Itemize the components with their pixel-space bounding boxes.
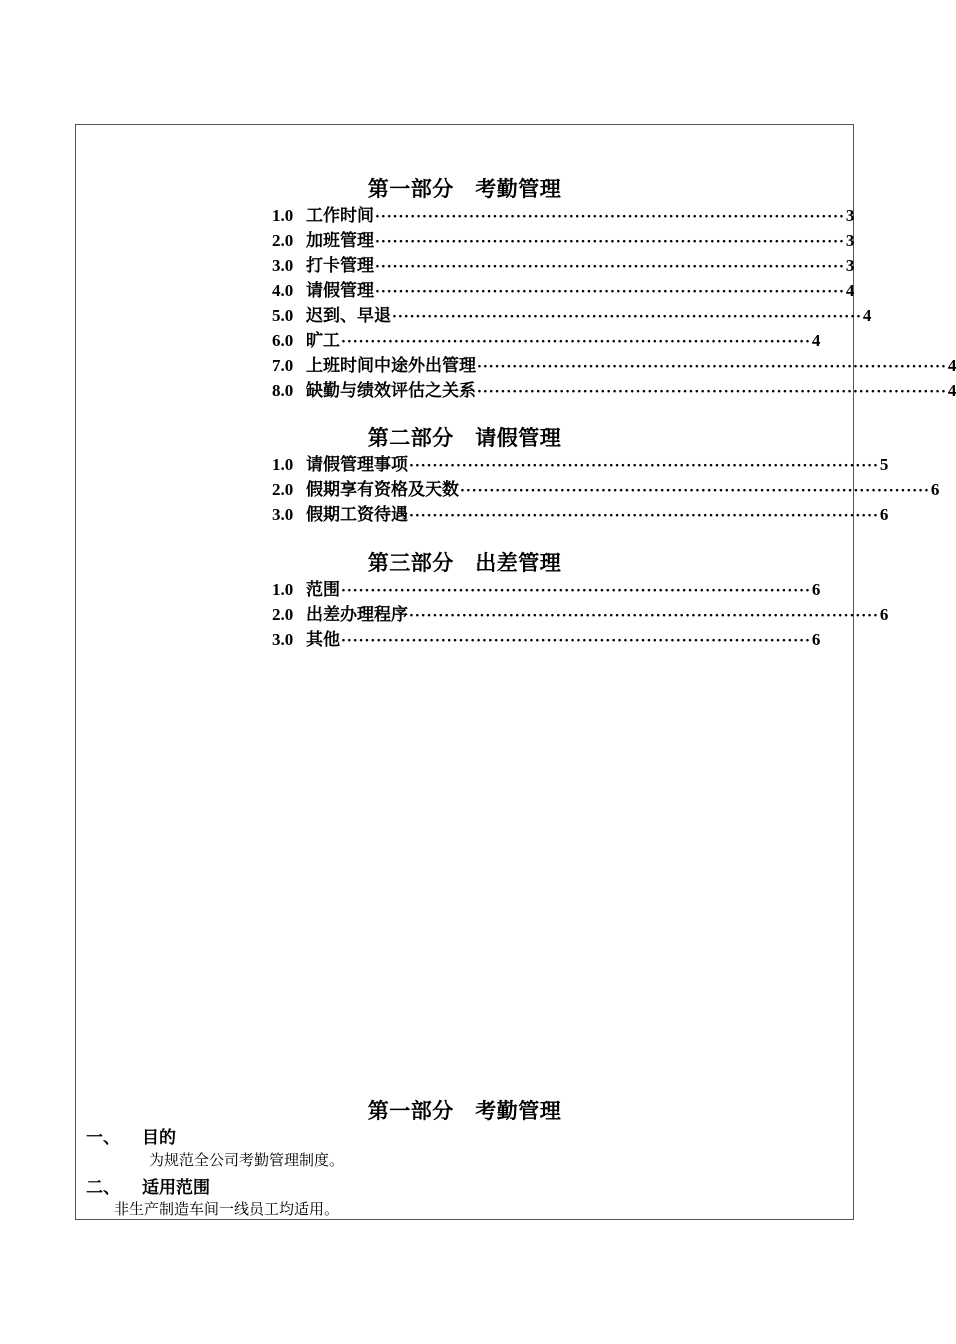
page-frame bbox=[75, 124, 956, 1220]
toc-entry[interactable]: 2.0 假期享有资格及天数 ················································································ 6 bbox=[272, 480, 940, 500]
heading-purpose: 一、 目的 bbox=[86, 1128, 176, 1148]
toc-entry[interactable]: 3.0 打卡管理 ················································································ 3 bbox=[272, 256, 855, 276]
toc-entry[interactable]: 3.0 假期工资待遇 ················································································ 6 bbox=[272, 505, 889, 525]
dot-leader: ················································································ bbox=[477, 359, 947, 375]
dot-leader: ················································································ bbox=[341, 334, 811, 350]
dot-leader: ················································································ bbox=[341, 633, 811, 649]
toc-entry[interactable]: 6.0 旷工 ················································································ 4 bbox=[272, 331, 821, 351]
toc-entry[interactable]: 2.0 出差办理程序 ················································································ 6 bbox=[272, 605, 889, 625]
dot-leader: ················································································ bbox=[375, 259, 845, 275]
dot-leader: ················································································ bbox=[375, 284, 845, 300]
paragraph-scope: 非生产制造车间一线员工均适用。 bbox=[114, 1200, 340, 1218]
toc-entry[interactable]: 1.0 工作时间 ················································································ 3 bbox=[272, 206, 855, 226]
toc-entry[interactable]: 1.0 范围 ················································································ 6 bbox=[272, 580, 821, 600]
toc-entry[interactable]: 5.0 迟到、早退 ················································································ 4 bbox=[272, 306, 872, 326]
dot-leader: ················································································ bbox=[375, 209, 845, 225]
toc-entry[interactable]: 7.0 上班时间中途外出管理 ················································································ 4 bbox=[272, 356, 956, 376]
toc-list-1 bbox=[272, 201, 956, 401]
toc-entry[interactable]: 2.0 加班管理 ················································································ 3 bbox=[272, 231, 855, 251]
toc-section-title-1: 第一部分 考勤管理 bbox=[367, 176, 562, 201]
dot-leader: ················································································ bbox=[460, 483, 930, 499]
dot-leader: ················································································ bbox=[409, 608, 879, 624]
toc-list-2 bbox=[272, 450, 940, 525]
toc-entry[interactable]: 3.0 其他 ················································································ 6 bbox=[272, 630, 821, 650]
paragraph-purpose: 为规范全公司考勤管理制度。 bbox=[149, 1151, 345, 1169]
toc-section-title-2: 第二部分 请假管理 bbox=[367, 425, 562, 450]
heading-scope: 二、 适用范围 bbox=[86, 1178, 210, 1198]
toc-list-3 bbox=[272, 575, 889, 650]
dot-leader: ················································································ bbox=[409, 508, 879, 524]
body-part-title: 第一部分 考勤管理 bbox=[367, 1098, 562, 1123]
toc-entry[interactable]: 1.0 请假管理事项 ················································································ 5 bbox=[272, 455, 889, 475]
toc-entry[interactable]: 8.0 缺勤与绩效评估之关系 ················································································ 4 bbox=[272, 381, 956, 401]
dot-leader: ················································································ bbox=[409, 458, 879, 474]
dot-leader: ················································································ bbox=[477, 384, 947, 400]
dot-leader: ················································································ bbox=[341, 583, 811, 599]
dot-leader: ················································································ bbox=[392, 309, 862, 325]
toc-entry[interactable]: 4.0 请假管理 ················································································ 4 bbox=[272, 281, 855, 301]
toc-section-title-3: 第三部分 出差管理 bbox=[367, 550, 562, 575]
dot-leader: ················································································ bbox=[375, 234, 845, 250]
